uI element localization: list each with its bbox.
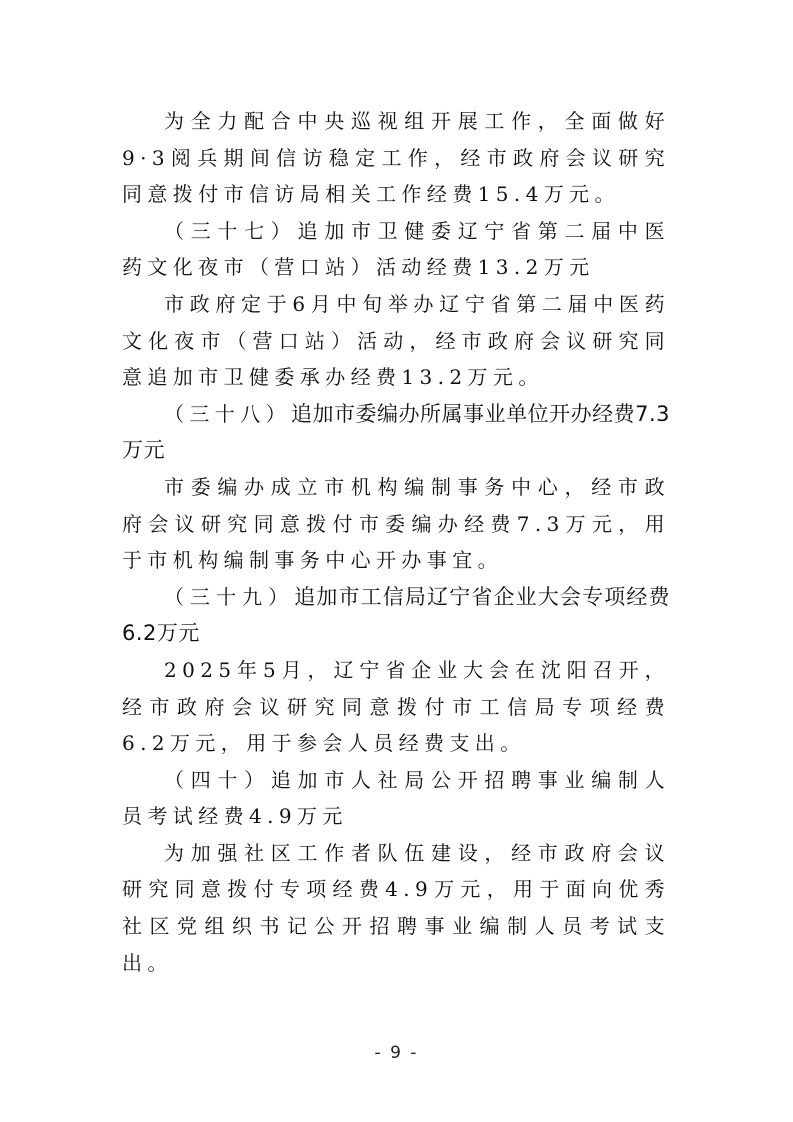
heading-item-39 — [122, 579, 670, 652]
heading-number: （三十七） — [164, 218, 298, 243]
heading-title: 追加市工信局辽宁省企业大会专项经费6.2万元 — [122, 584, 671, 646]
heading-item-37 — [122, 213, 670, 286]
page-number: - 9 - — [374, 1043, 419, 1063]
paragraph-letters-visits-funding: 为全力配合中央巡视组开展工作，全面做好9·3阅兵期间信访稳定工作，经市政府会议研究同意拨付市信访局相关工作经费15.4万元。 — [122, 109, 670, 207]
paragraph-tcm-night-market: 市政府定于6月中旬举办辽宁省第二届中医药文化夜市（营口站）活动，经市政府会议研究同意追加市卫健委承办经费13.2万元。 — [122, 291, 670, 390]
heading-title: 追加市卫健委辽宁省第二届中医药文化夜市（营口站）活动经费13.2万元 — [122, 218, 670, 280]
heading-number: （三十八） — [164, 401, 292, 426]
document-page — [122, 103, 670, 981]
paragraph-staffing-office: 市委编办成立市机构编制事务中心，经市政府会议研究同意拨付市委编办经费7.3万元，用于市机构编制事务中心开办事宜。 — [122, 474, 670, 573]
heading-title: 追加市委编办所属事业单位开办经费7.3万元 — [122, 401, 670, 463]
paragraph-community-workers-exam: 为加强社区工作者队伍建设，经市政府会议研究同意拨付专项经费4.9万元，用于面向优秀社区党组织书记公开招聘事业编制人员考试支出。 — [122, 840, 670, 975]
heading-title: 追加市人社局公开招聘事业编制人员考试经费4.9万元 — [122, 767, 671, 829]
paragraph-enterprise-conference: 2025年5月，辽宁省企业大会在沈阳召开，经市政府会议研究同意拨付市工信局专项经费6.2万元，用于参会人员经费支出。 — [122, 657, 670, 756]
heading-item-40 — [122, 762, 670, 835]
heading-number: （三十九） — [164, 584, 295, 609]
heading-number: （四十） — [164, 767, 271, 792]
heading-item-38 — [122, 396, 670, 469]
